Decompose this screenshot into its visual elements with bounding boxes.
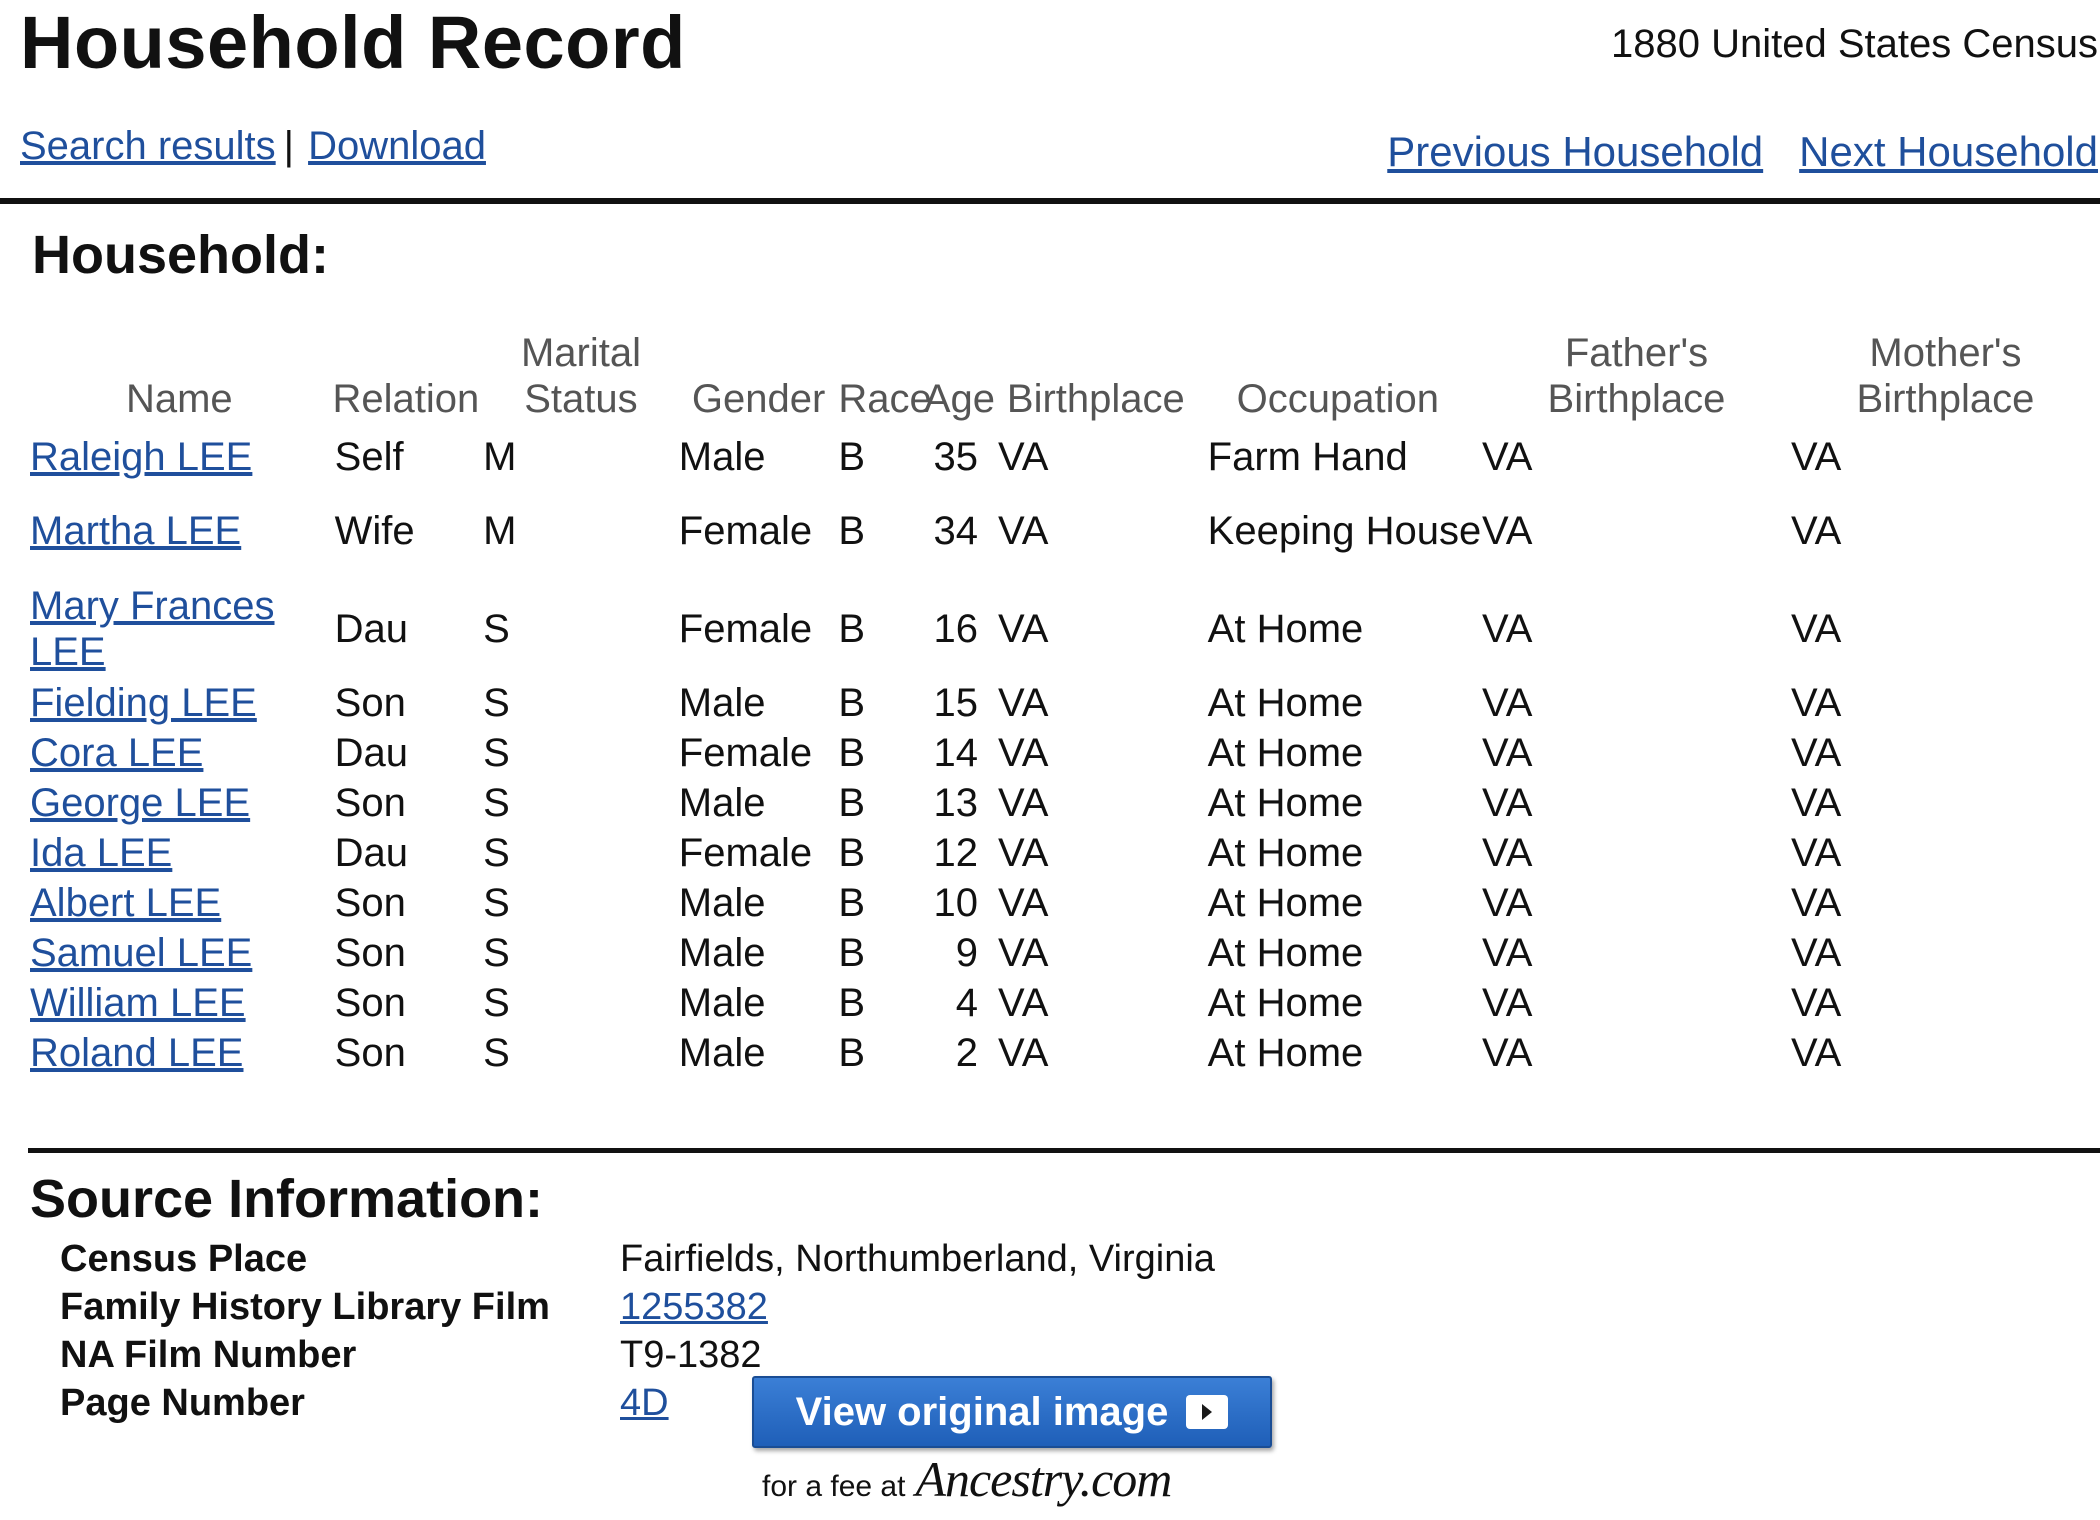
view-original-image-button[interactable] [752,1376,1272,1448]
member-race: B [838,881,866,925]
member-race: B [838,509,866,553]
household-rows [30,432,2100,1078]
member-marital: S [483,731,510,775]
household-heading: Household: [32,225,329,285]
table-row [30,778,2100,828]
table-header-row [30,330,2100,432]
member-name-link[interactable]: George LEE [30,781,251,825]
member-father-birthplace: VA [1482,681,1533,725]
member-occupation: At Home [1207,881,1364,925]
col-gender-header: Gender [691,377,826,421]
member-occupation: Farm Hand [1207,435,1408,479]
member-age: 15 [933,681,979,725]
member-marital: M [483,435,517,479]
member-race: B [838,681,866,725]
member-name-link[interactable]: Martha LEE [30,509,242,553]
na-film-value: T9-1382 [620,1334,762,1376]
col-relation-header: Relation [332,377,480,421]
member-marital: S [483,981,510,1025]
col-father-birthplace-header: Father's Birthplace [1547,331,1726,421]
source-divider [28,1148,2100,1153]
member-birthplace: VA [998,781,1049,825]
member-race: B [838,981,866,1025]
member-race: B [838,607,866,651]
member-gender: Male [678,681,766,725]
member-marital: M [483,509,517,553]
member-name-link[interactable]: Mary Frances LEE [30,584,275,674]
member-mother-birthplace: VA [1790,681,1842,725]
member-relation: Wife [334,509,415,553]
member-mother-birthplace: VA [1790,435,1842,479]
member-race: B [838,435,866,479]
member-birthplace: VA [998,607,1049,651]
member-gender: Female [678,831,813,875]
table-row [30,978,2100,1028]
member-marital: S [483,681,510,725]
member-mother-birthplace: VA [1790,731,1842,775]
arrow-right-icon [1186,1395,1228,1429]
member-age: 35 [933,435,979,479]
member-age: 16 [933,607,979,651]
household-table [30,330,2100,1078]
member-occupation: At Home [1207,831,1364,875]
member-race: B [838,731,866,775]
member-relation: Dau [334,607,409,651]
member-marital: S [483,1031,510,1075]
member-relation: Son [334,931,406,975]
member-gender: Male [678,781,766,825]
col-name-header: Name [125,377,233,421]
next-household-link[interactable]: Next Household [1799,128,2098,175]
table-row [30,580,2100,678]
fhl-film-link[interactable]: 1255382 [620,1286,768,1328]
member-father-birthplace: VA [1482,781,1533,825]
col-mother-birthplace-header: Mother's Birthplace [1856,331,2035,421]
page-number-link[interactable]: 4D [620,1382,669,1424]
member-mother-birthplace: VA [1790,781,1842,825]
member-marital: S [483,781,510,825]
col-race-header: Race [838,377,932,421]
member-name-link[interactable]: Ida LEE [30,831,173,875]
member-occupation: At Home [1207,731,1364,775]
previous-household-link[interactable]: Previous Household [1387,128,1764,175]
member-race: B [838,1031,866,1075]
table-row [30,928,2100,978]
table-row [30,432,2100,482]
member-occupation: At Home [1207,931,1364,975]
member-father-birthplace: VA [1482,731,1533,775]
member-birthplace: VA [998,981,1049,1025]
member-relation: Son [334,881,406,925]
member-mother-birthplace: VA [1790,881,1842,925]
col-birthplace-header: Birthplace [1006,377,1185,421]
member-name-link[interactable]: Roland LEE [30,1031,244,1075]
table-row [30,1028,2100,1078]
search-results-link[interactable]: Search results [20,124,276,168]
header-divider [0,198,2100,204]
member-occupation: Keeping House [1207,509,1482,553]
member-name-link[interactable]: Raleigh LEE [30,435,253,479]
member-gender: Male [678,931,766,975]
member-relation: Son [334,781,406,825]
member-gender: Female [678,509,813,553]
member-age: 4 [955,981,979,1025]
member-name-link[interactable]: Fielding LEE [30,681,257,725]
member-father-birthplace: VA [1482,435,1533,479]
member-name-link[interactable]: Cora LEE [30,731,204,775]
member-relation: Son [334,681,406,725]
member-relation: Dau [334,731,409,775]
col-age-header: Age [923,377,995,421]
source-heading: Source Information: [30,1169,544,1229]
member-relation: Dau [334,831,409,875]
member-birthplace: VA [998,1031,1049,1075]
member-birthplace: VA [998,881,1049,925]
member-father-birthplace: VA [1482,509,1533,553]
member-father-birthplace: VA [1482,831,1533,875]
census-place-value: Fairfields, Northumberland, Virginia [620,1238,1215,1280]
household-nav [1351,128,2098,176]
member-occupation: At Home [1207,1031,1364,1075]
ancestry-logo: Ancestry.com [915,1451,1172,1507]
census-place-label: Census Place [60,1238,308,1280]
member-father-birthplace: VA [1482,1031,1533,1075]
member-birthplace: VA [998,435,1049,479]
member-marital: S [483,931,510,975]
member-occupation: At Home [1207,981,1364,1025]
top-links [20,124,486,169]
member-age: 34 [933,509,979,553]
view-original-image-label: View original image [795,1389,1169,1434]
na-film-label: NA Film Number [60,1334,357,1376]
member-marital: S [483,881,510,925]
member-gender: Female [678,607,813,651]
member-father-birthplace: VA [1482,881,1533,925]
member-age: 14 [933,731,979,775]
member-occupation: At Home [1207,681,1364,725]
member-father-birthplace: VA [1482,607,1533,651]
member-relation: Son [334,1031,406,1075]
fhl-film-label: Family History Library Film [60,1286,550,1328]
table-row [30,828,2100,878]
member-occupation: At Home [1207,781,1364,825]
member-birthplace: VA [998,681,1049,725]
member-relation: Self [334,435,404,479]
page-title: Household Record [20,1,686,84]
link-separator: | [283,124,295,168]
member-marital: S [483,831,510,875]
member-race: B [838,781,866,825]
col-occupation-header: Occupation [1236,377,1440,421]
member-race: B [838,831,866,875]
member-father-birthplace: VA [1482,981,1533,1025]
member-name-link[interactable]: William LEE [30,981,246,1025]
member-age: 10 [933,881,979,925]
member-mother-birthplace: VA [1790,1031,1842,1075]
table-row [30,878,2100,928]
table-row [30,678,2100,728]
member-gender: Male [678,881,766,925]
member-race: B [838,931,866,975]
member-birthplace: VA [998,831,1049,875]
member-age: 9 [955,931,979,975]
member-age: 2 [955,1031,979,1075]
table-row [30,482,2100,580]
member-mother-birthplace: VA [1790,981,1842,1025]
member-gender: Male [678,435,766,479]
fee-text: for a fee at [762,1470,906,1503]
member-birthplace: VA [998,731,1049,775]
member-mother-birthplace: VA [1790,931,1842,975]
member-gender: Female [678,731,813,775]
table-row [30,728,2100,778]
member-gender: Male [678,1031,766,1075]
member-age: 13 [933,781,979,825]
member-birthplace: VA [998,931,1049,975]
member-father-birthplace: VA [1482,931,1533,975]
page-number-label: Page Number [60,1382,305,1424]
member-gender: Male [678,981,766,1025]
col-marital-header: Marital Status [520,331,641,421]
census-title: 1880 United States Census [1611,22,2098,66]
member-marital: S [483,607,510,651]
member-name-link[interactable]: Albert LEE [30,881,222,925]
member-age: 12 [933,831,979,875]
download-link[interactable]: Download [308,124,486,168]
member-occupation: At Home [1207,607,1364,651]
member-mother-birthplace: VA [1790,831,1842,875]
member-mother-birthplace: VA [1790,607,1842,651]
member-mother-birthplace: VA [1790,509,1842,553]
member-relation: Son [334,981,406,1025]
fee-note [762,1450,1171,1508]
member-name-link[interactable]: Samuel LEE [30,931,253,975]
member-birthplace: VA [998,509,1049,553]
